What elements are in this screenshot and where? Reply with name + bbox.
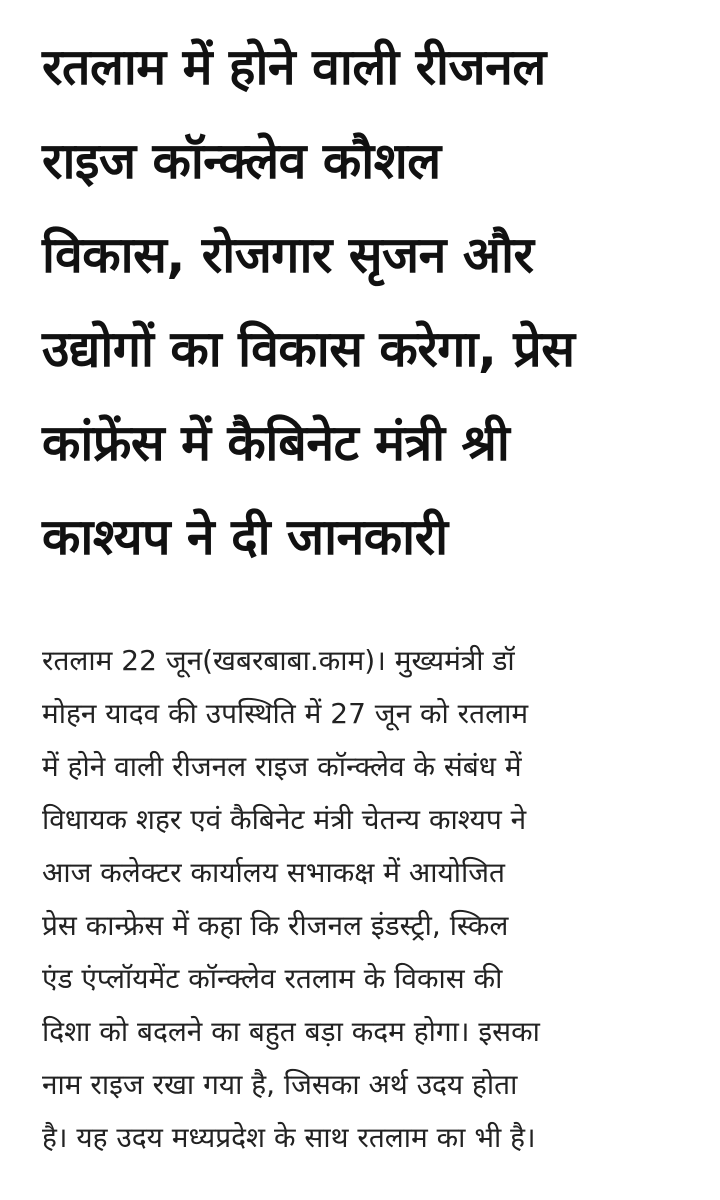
body-line: आज कलेक्टर कार्यालय सभाकक्ष में आयोजित xyxy=(42,856,505,889)
article-body xyxy=(42,584,680,1164)
headline-line: विकास, रोजगार सृजन और xyxy=(42,226,534,284)
body-line: है। यह उदय मध्यप्रदेश के साथ रतलाम का भी है। xyxy=(42,1121,536,1154)
headline-line: उद्योगों का विकास करेगा, प्रेस xyxy=(42,320,575,378)
body-line: एंड एंप्लॉयमेंट कॉन्क्लेव रतलाम के विकास की xyxy=(42,962,503,995)
headline-line: राइज कॉन्क्लेव कौशल xyxy=(42,132,441,190)
body-line: नाम राइज रखा गया है, जिसका अर्थ उदय होता xyxy=(42,1068,518,1101)
body-line: रतलाम 22 जून(खबरबाबा.काम)। मुख्यमंत्री डॉ xyxy=(42,644,515,677)
headline-line: रतलाम में होने वाली रीजनल xyxy=(42,38,546,96)
body-line: मोहन यादव की उपस्थिति में 27 जून को रतलाम xyxy=(42,697,529,730)
body-line: विधायक शहर एवं कैबिनेट मंत्री चेतन्य काश्यप ने xyxy=(42,803,527,836)
headline-line: काश्यप ने दी जानकारी xyxy=(42,508,448,566)
headline-line: कांफ्रेंस में कैबिनेट मंत्री श्री xyxy=(42,414,510,472)
body-line: में होने वाली रीजनल राइज कॉन्क्लेव के संबंध में xyxy=(42,750,522,783)
body-line: प्रेस कान्फ्रेस में कहा कि रीजनल इंडस्ट्री, स्किल xyxy=(42,909,509,942)
body-line: दिशा को बदलने का बहुत बड़ा कदम होगा। इसका xyxy=(42,1015,540,1048)
article-headline xyxy=(42,0,680,584)
